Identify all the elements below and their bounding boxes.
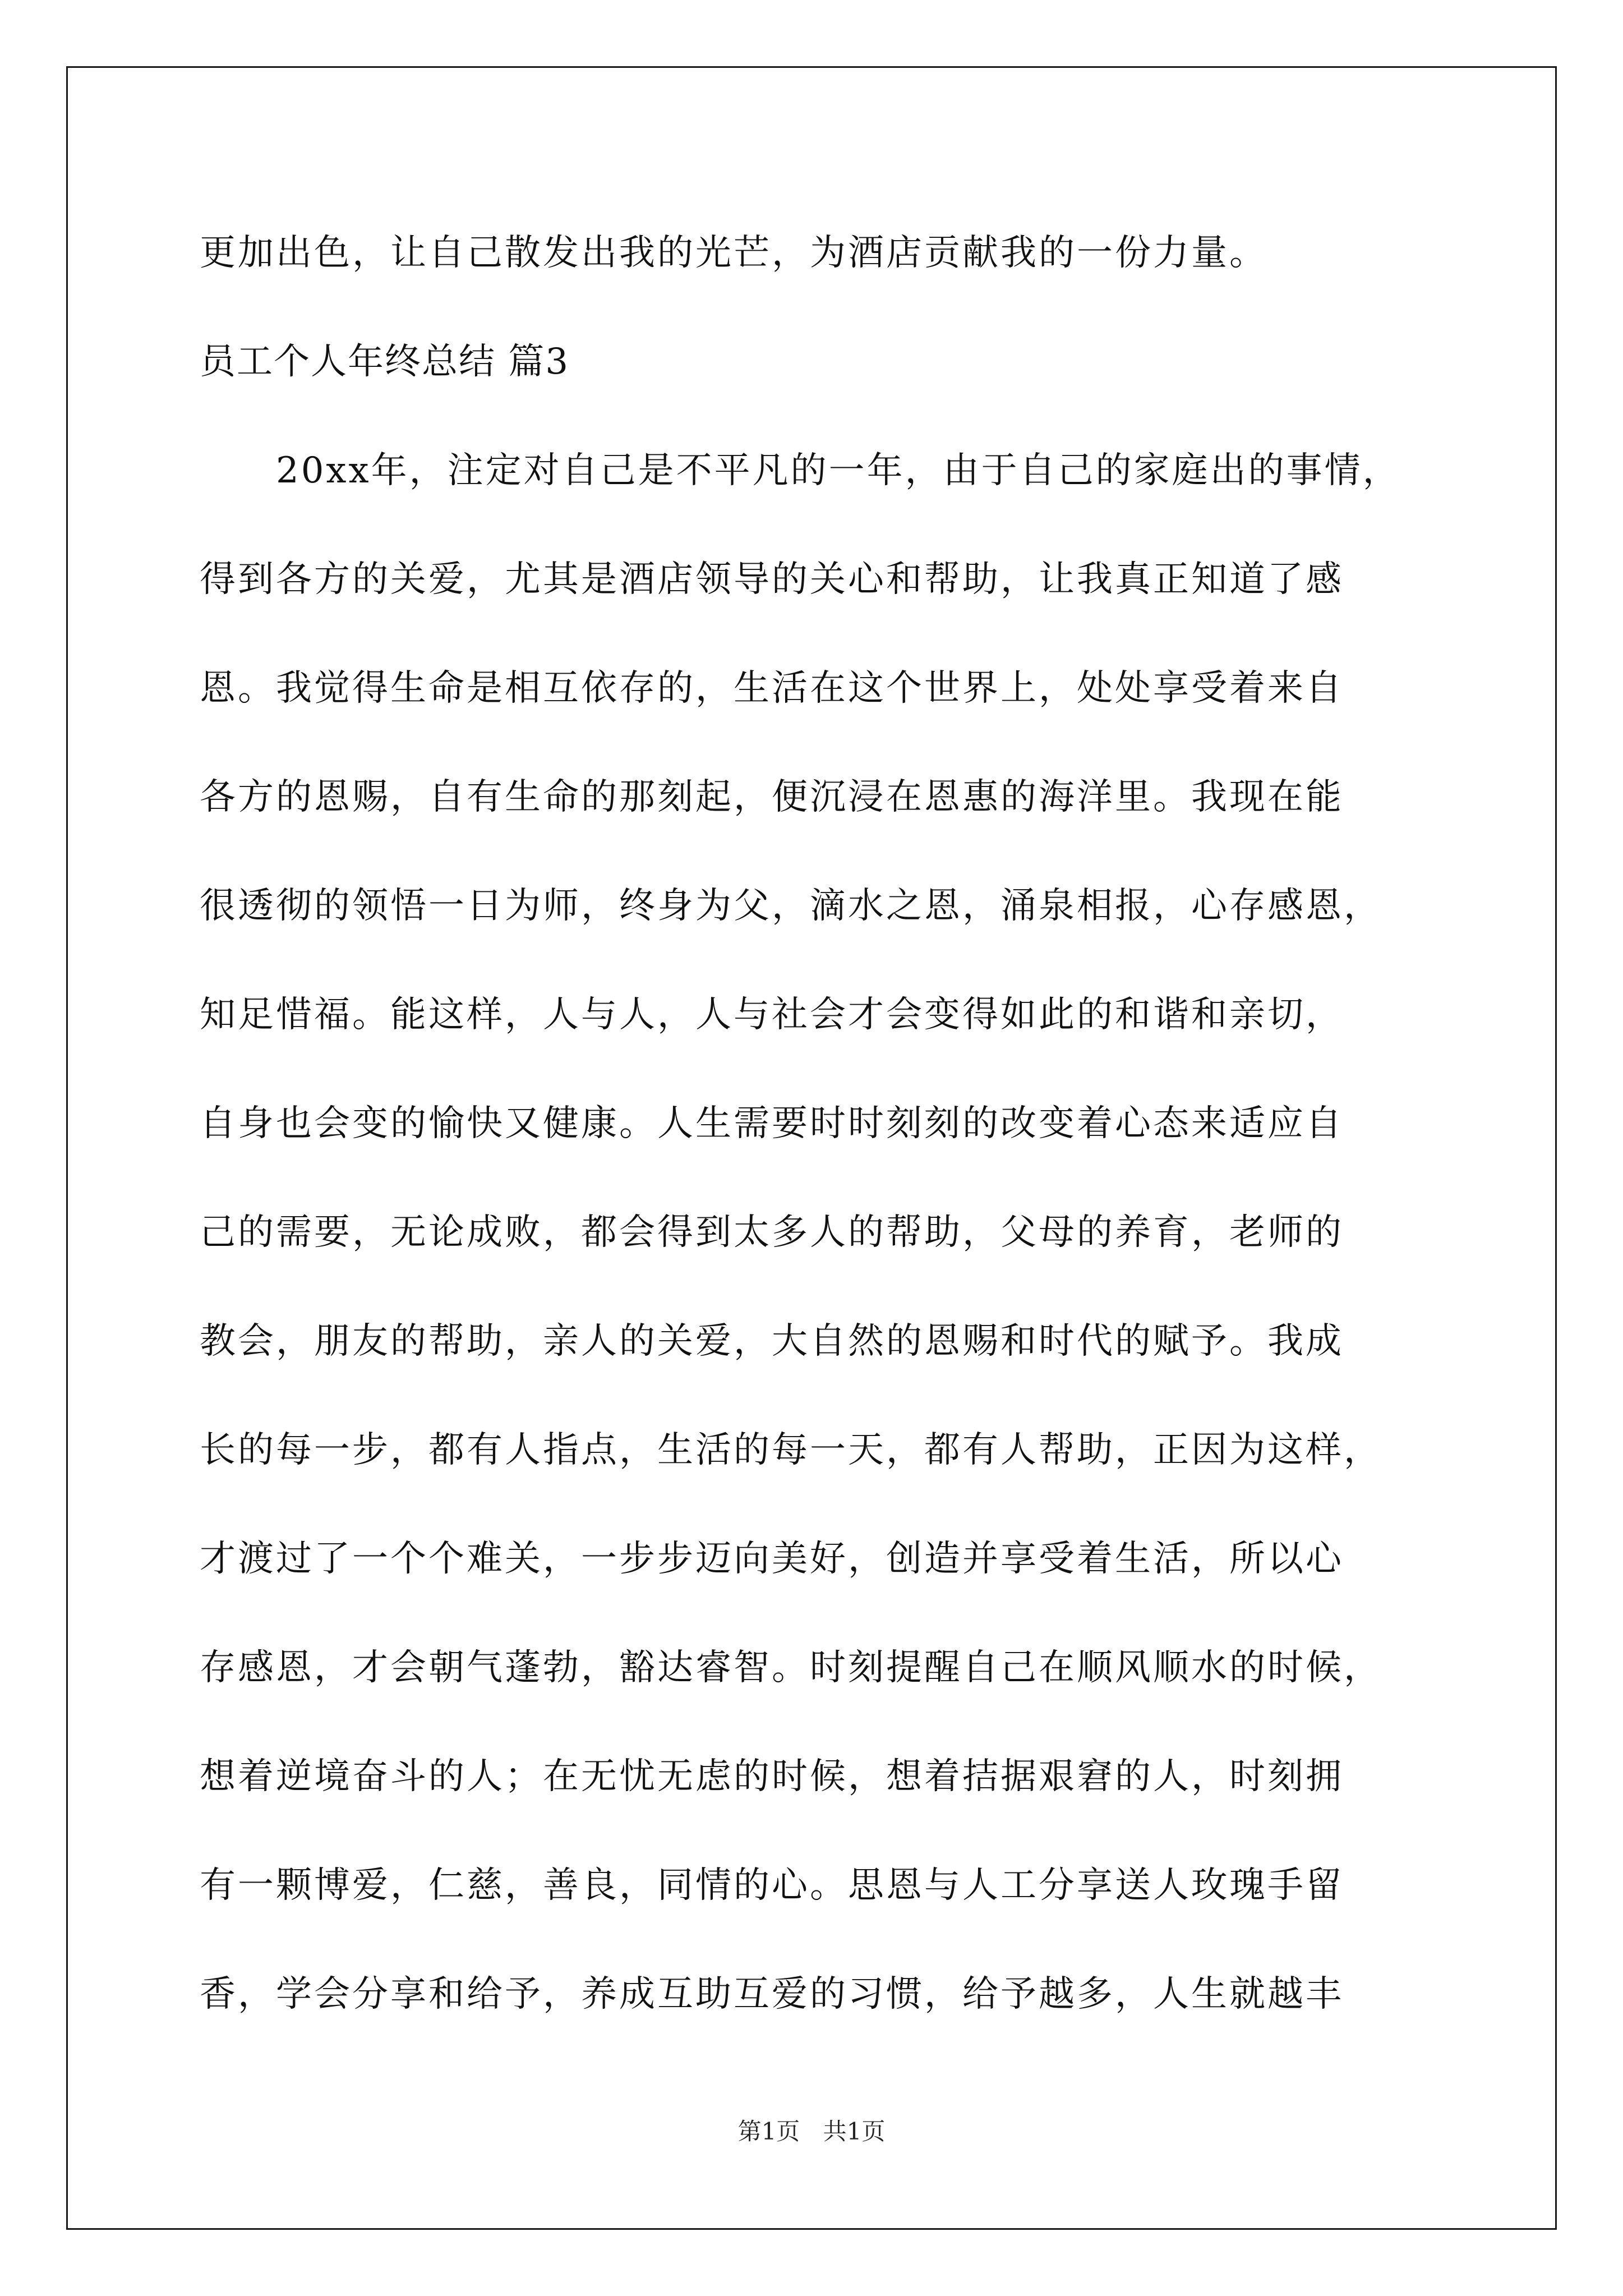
text-line: 存感恩，才会朝气蓬勃，豁达睿智。时刻提醒自己在顺风顺水的时候， [200,1647,1382,1688]
text-line: 很透彻的领悟一日为师，终身为父，滴水之恩，涌泉相报，心存感恩， [200,885,1382,927]
text-line: 有一颗博爱，仁慈，善良，同情的心。思恩与人工分享送人玫瑰手留 [200,1865,1344,1906]
document-body [200,218,1461,2068]
text-line: 己的需要，无论成败，都会得到太多人的帮助，父母的养育，老师的 [200,1212,1344,1253]
page-number: 第1页 [737,2118,800,2145]
section-heading: 员工个人年终总结 篇3 [200,341,570,383]
text-line: 20xx年，注定对自己是不平凡的一年，由于自己的家庭出的事情， [200,450,1401,491]
text-line: 长的每一步，都有人指点，生活的每一天，都有人帮助，正因为这样， [200,1429,1382,1471]
page-footer [0,2115,1623,2148]
text-line: 想着逆境奋斗的人；在无忧无虑的时候，想着拮据艰窘的人，时刻拥 [200,1756,1344,1797]
text-line: 知足惜福。能这样，人与人，人与社会才会变得如此的和谐和亲切， [200,994,1344,1036]
text-line: 香，学会分享和给予，养成互助互爱的习惯，给予越多，人生就越丰 [200,1973,1344,2015]
text-line: 更加出色，让自己散发出我的光芒，为酒店贡献我的一份力量。 [200,232,1267,274]
text-line: 各方的恩赐，自有生命的那刻起，便沉浸在恩惠的海洋里。我现在能 [200,776,1344,818]
text-line: 恩。我觉得生命是相互依存的，生活在这个世界上，处处享受着来自 [200,668,1344,709]
page-total: 共1页 [823,2118,886,2145]
text-line: 教会，朋友的帮助，亲人的关爱，大自然的恩赐和时代的赋予。我成 [200,1320,1344,1362]
text-line: 才渡过了一个个难关，一步步迈向美好，创造并享受着生活，所以心 [200,1538,1344,1580]
text-line: 得到各方的关爱，尤其是酒店领导的关心和帮助，让我真正知道了感 [200,559,1344,600]
text-line: 自身也会变的愉快又健康。人生需要时时刻刻的改变着心态来适应自 [200,1103,1344,1144]
